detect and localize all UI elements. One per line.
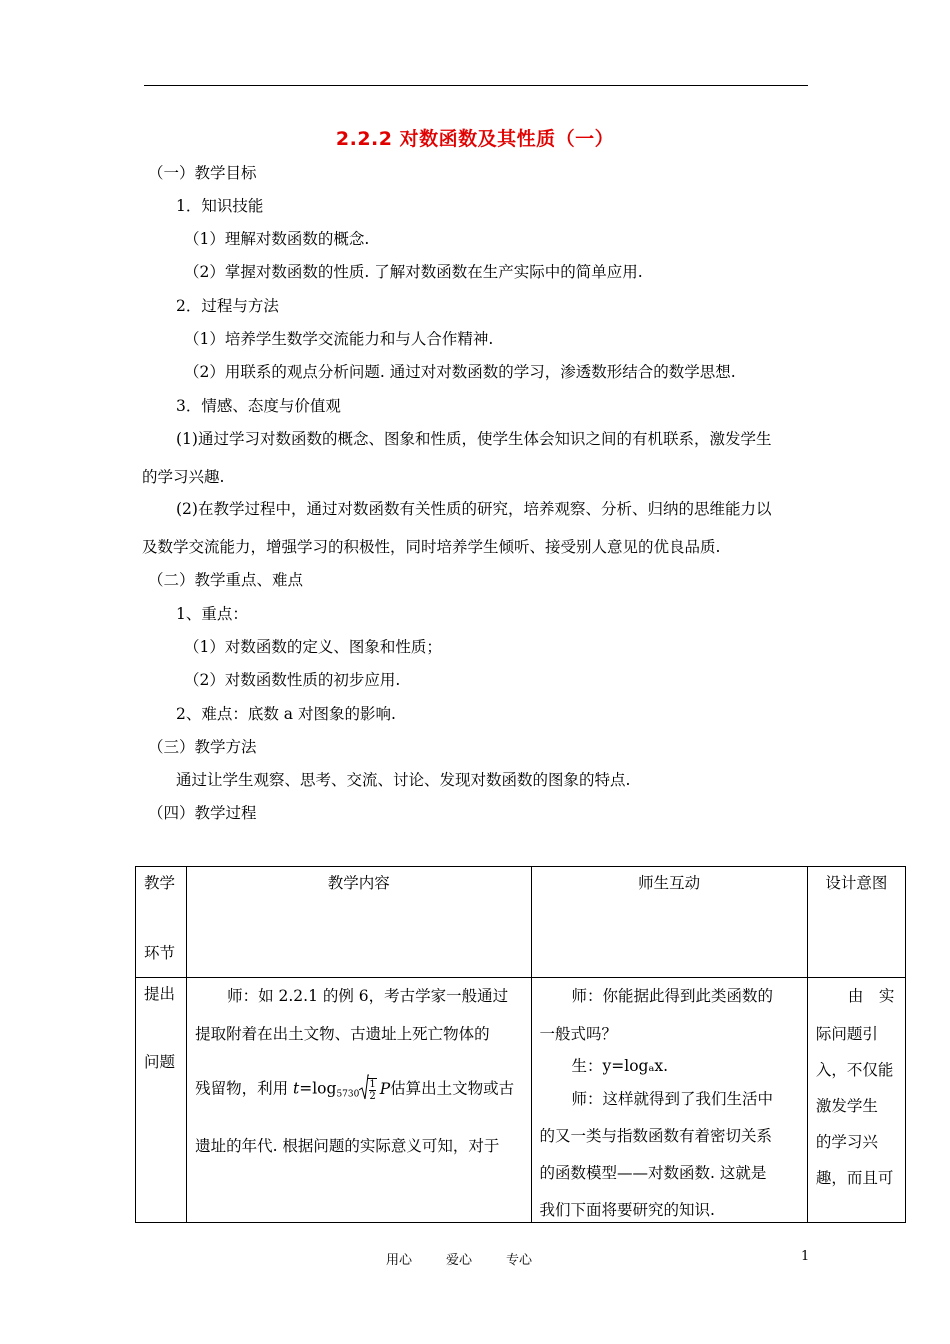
formula-base: 5730: [336, 1089, 360, 1100]
paragraph-line: 及数学交流能力，增强学习的积极性，同时培养学生倾听、接受别人意见的优良品质.: [142, 538, 721, 556]
intent-line: 际问题引: [815, 1025, 878, 1043]
section-process: （四）教学过程: [148, 804, 257, 822]
intent-line: 的学习兴: [815, 1133, 878, 1151]
intent-line: 由 实: [847, 987, 895, 1005]
intent-line: 入，不仅能: [815, 1061, 894, 1079]
interaction-line: 我们下面将要研究的知识.: [539, 1201, 715, 1219]
subsection-difficulty: 2、难点：底数 a 对图象的影响.: [176, 705, 396, 723]
item-text: （2）对数函数性质的初步应用.: [184, 671, 401, 689]
row-content-cell: [187, 978, 531, 1223]
formula-p: P: [379, 1079, 391, 1098]
interaction-line: 的函数模型——对数函数. 这就是: [539, 1164, 767, 1182]
row-env-bottom: 问题: [144, 1053, 176, 1071]
intent-line: 趣，而且可: [815, 1169, 894, 1187]
content-text: 估算出土文物或古: [390, 1079, 515, 1098]
row-env-top: 提出: [144, 985, 176, 1003]
header-interaction: 师生互动: [531, 867, 807, 978]
subsection-process: 2．过程与方法: [176, 297, 279, 315]
fraction-denominator: 2: [369, 1090, 376, 1102]
fraction-numerator: 1: [369, 1078, 376, 1090]
header-env-top: 教学: [144, 874, 176, 892]
intent-line: 激发学生: [815, 1097, 878, 1115]
item-text: （1）对数函数的定义、图象和性质；: [184, 638, 442, 656]
item-text: 通过让学生观察、思考、交流、讨论、发现对数函数的图象的特点.: [176, 771, 631, 789]
interaction-line: 一般式吗？: [539, 1025, 618, 1043]
footer-motto-2: 爱心: [446, 1253, 473, 1268]
content-line: 遗址的年代. 根据问题的实际意义可知，对于: [195, 1137, 500, 1155]
row-interaction-cell: [531, 978, 807, 1223]
interaction-line: 生：y=logₐx.: [571, 1057, 669, 1075]
content-line: 师：如 2.2.1 的例 6，考古学家一般通过: [227, 987, 509, 1005]
page-number: 1: [801, 1249, 810, 1264]
item-text: （2）掌握对数函数的性质. 了解对数函数在生产实际中的简单应用.: [184, 263, 643, 281]
formula-fraction: [368, 1078, 376, 1102]
table-header-row: [136, 867, 906, 978]
row-intent-cell: [807, 978, 905, 1223]
section-objectives: （一）教学目标: [148, 164, 257, 182]
formula-log: =log: [299, 1079, 337, 1098]
footer-motto-3: 专心: [506, 1253, 533, 1268]
item-text: （2）用联系的观点分析问题. 通过对对数函数的学习，渗透数形结合的数学思想.: [184, 363, 736, 381]
section-method: （三）教学方法: [148, 738, 257, 756]
row-env-cell: [136, 978, 187, 1223]
item-text: （1）培养学生数学交流能力和与人合作精神.: [184, 330, 494, 348]
paragraph-line: (2)在教学过程中，通过对数函数有关性质的研究，培养观察、分析、归纳的思维能力以: [176, 500, 772, 518]
header-intent: 设计意图: [807, 867, 905, 978]
header-content: 教学内容: [187, 867, 531, 978]
paragraph-line: 的学习兴趣.: [142, 468, 225, 486]
formula-t: t: [293, 1079, 300, 1098]
document-title: 2.2.2 对数函数及其性质（一）: [335, 128, 615, 150]
content-text: 残留物，利用: [195, 1079, 293, 1098]
footer-motto-1: 用心: [386, 1253, 413, 1268]
header-env-cell: [136, 867, 187, 978]
subsection-knowledge: 1．知识技能: [176, 197, 264, 215]
table-row: [136, 978, 906, 1223]
item-text: （1）理解对数函数的概念.: [184, 230, 370, 248]
content-line: 提取附着在出土文物、古遗址上死亡物体的: [195, 1025, 490, 1043]
teaching-process-table: [135, 866, 906, 1223]
interaction-line: 的又一类与指数函数有着密切关系: [539, 1127, 773, 1145]
interaction-line: 师：这样就得到了我们生活中: [571, 1090, 774, 1108]
header-rule: [144, 85, 808, 86]
section-keypoints: （二）教学重点、难点: [148, 571, 304, 589]
subsection-attitude: 3．情感、态度与价值观: [176, 397, 341, 415]
subsection-focus: 1、重点：: [176, 605, 248, 623]
content-line-formula: [195, 1074, 514, 1105]
interaction-line: 师：你能据此得到此类函数的: [571, 987, 774, 1005]
header-env-bottom: 环节: [144, 944, 176, 962]
paragraph-line: (1)通过学习对数函数的概念、图象和性质，使学生体会知识之间的有机联系，激发学生: [176, 430, 772, 448]
